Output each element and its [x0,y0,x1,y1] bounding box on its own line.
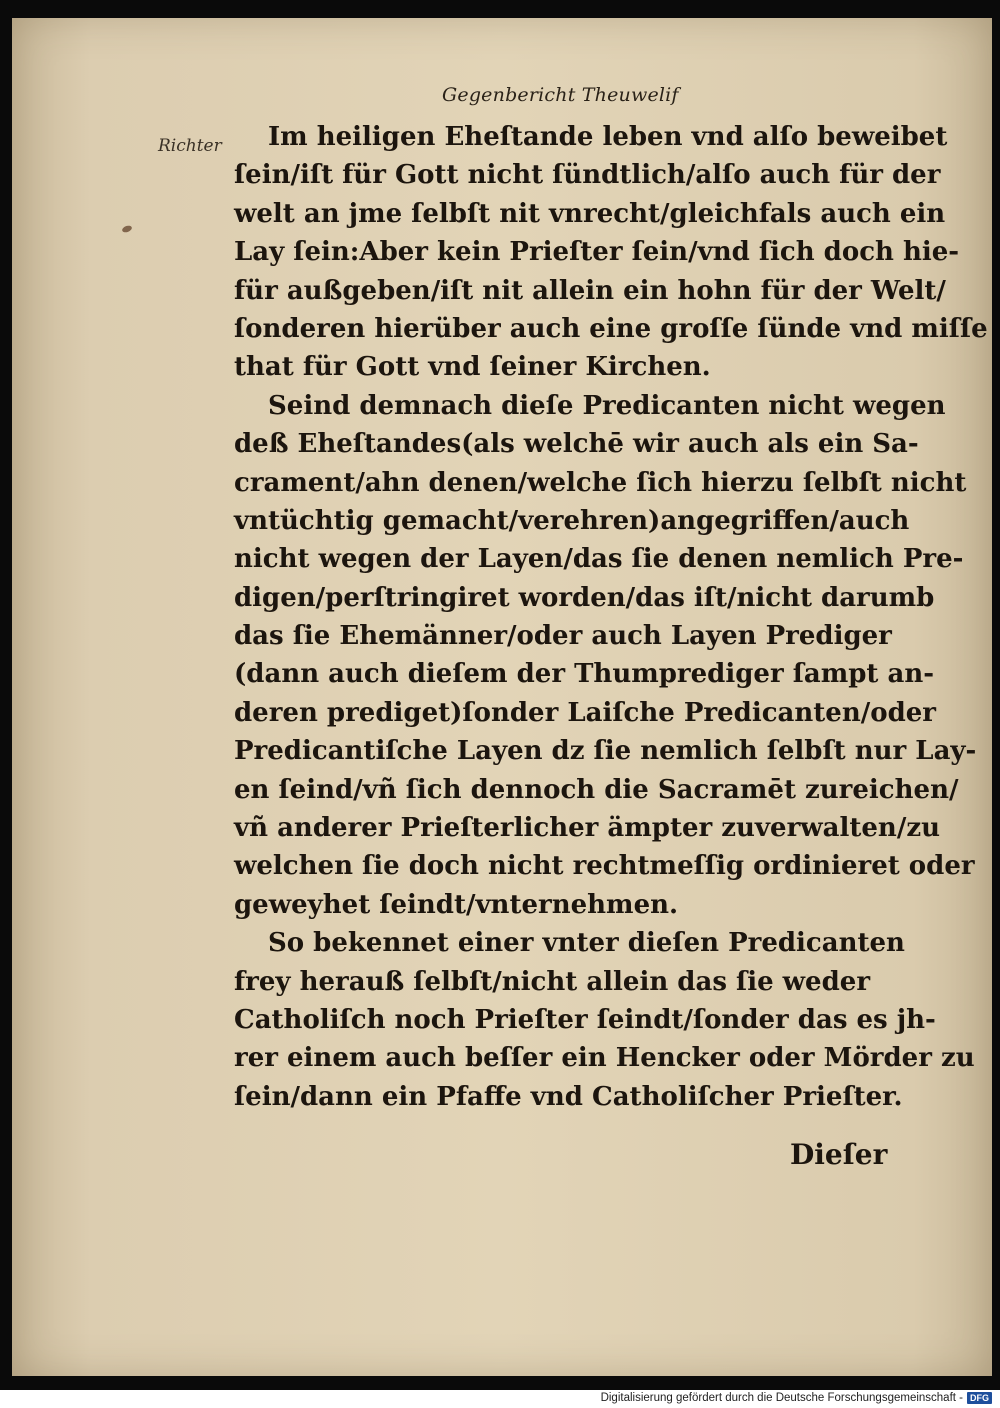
catchword: Dieſer [790,1138,888,1171]
digitization-credit [601,1392,992,1404]
marginal-note: Richter [158,136,222,156]
text-line: vñ anderer Prieſterlicher ämpter zuverwalten/zu [234,813,940,844]
text-line: Catholiſch noch Prieſter ſeindt/ſonder das es jh- [234,1004,936,1035]
ink-stain [121,224,132,233]
text-line: ſonderen hierüber auch eine groſſe ſünde vnd miſſe [234,313,988,344]
running-head: Gegenbericht Theuwelif [442,84,679,106]
dfg-logo-icon: DFG [967,1392,992,1404]
body-text [234,118,988,1116]
text-line: Lay ſein:Aber kein Prieſter ſein/vnd ſich doch hie- [234,237,960,268]
text-line: that für Gott vnd ſeiner Kirchen. [234,352,711,383]
text-line: nicht wegen der Layen/das ſie denen nemlich Pre- [234,544,964,575]
credit-text: Digitalisierung gefördert durch die Deutsche Forschungsgemeinschaft - [600,1392,963,1404]
text-line: das ſie Ehemänner/oder auch Layen Prediger [234,621,892,652]
text-line: ſein/iſt für Gott nicht ſündtlich/alſo auch für der [234,160,941,191]
text-line: crament/ahn denen/welche ſich hierzu ſelbſt nicht [234,467,967,498]
text-line: So bekennet einer vnter dieſen Predicanten [268,928,905,959]
text-line: (dann auch dieſem der Thumprediger ſampt an- [234,659,935,690]
text-line: Im heiligen Eheſtande leben vnd alſo beweibet [268,122,948,152]
book-page [12,18,992,1376]
text-line: en ſeind/vñ ſich dennoch die Sacramēt zureichen/ [234,774,959,805]
text-line: vntüchtig gemacht/verehren)angegriffen/auch [234,505,910,536]
text-line: welt an jme ſelbſt nit vnrecht/gleichfals auch ein [234,198,946,229]
text-line: Predicantiſche Layen dz ſie nemlich ſelbſt nur Lay- [234,736,977,767]
text-line: digen/perſtringiret worden/das iſt/nicht darumb [234,582,935,613]
text-line: deß Eheſtandes(als welchē wir auch als ein Sa- [234,429,919,460]
text-line: ſein/dann ein Pfaffe vnd Catholiſcher Prieſter. [234,1081,903,1112]
text-line: frey herauß ſelbſt/nicht allein das ſie weder [234,966,871,997]
text-line: geweyhet ſeindt/vnternehmen. [234,889,679,920]
text-line: für außgeben/iſt nit allein ein hohn für der Welt/ [234,275,946,306]
text-line: welchen ſie doch nicht rechtmeſſig ordinieret oder [234,851,975,882]
text-line: Seind demnach dieſe Predicanten nicht wegen [268,390,946,421]
text-line: deren prediget)ſonder Laiſche Predicanten/oder [234,697,936,728]
text-line: rer einem auch beſſer ein Hencker oder Mörder zu [234,1043,975,1074]
